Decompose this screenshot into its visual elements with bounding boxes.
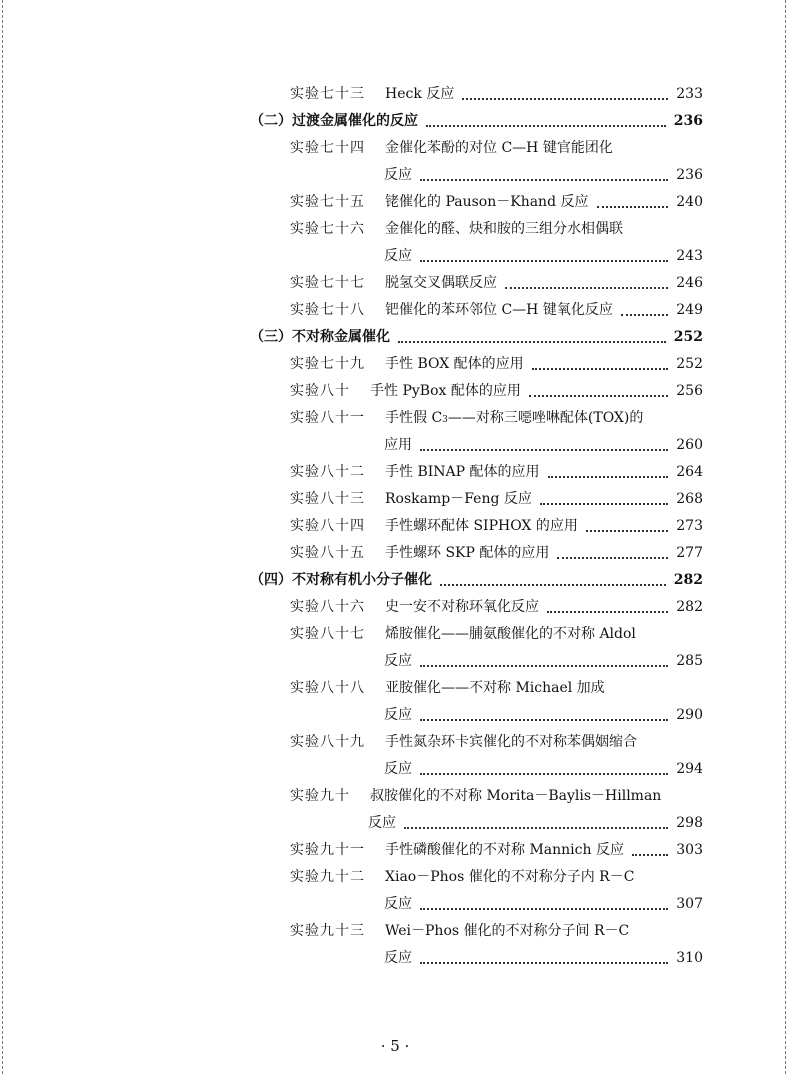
toc-entry[interactable]	[290, 677, 703, 699]
toc-entry[interactable]	[290, 785, 703, 807]
experiment-number: 实验七十五	[290, 194, 365, 210]
entry-title-continued: 反应	[384, 950, 412, 966]
experiment-number: 实验九十二	[290, 869, 365, 885]
section-title: （三）不对称金属催化	[250, 329, 390, 345]
dot-leader	[404, 827, 668, 829]
section-heading[interactable]	[250, 326, 703, 348]
experiment-number: 实验九十	[290, 788, 350, 804]
page-number: 294	[676, 761, 703, 777]
toc-entry-continuation[interactable]	[384, 164, 703, 186]
entry-title: 钯催化的苯环邻位 C—H 键氧化反应	[385, 302, 613, 318]
page-number: 303	[676, 842, 703, 858]
dot-leader	[420, 260, 668, 262]
dot-leader	[420, 665, 668, 667]
toc-entry-continuation[interactable]	[384, 758, 703, 780]
entry-title-continued: 反应	[384, 248, 412, 264]
entry-title-continued: 反应	[384, 707, 412, 723]
dot-leader	[597, 206, 669, 208]
dot-leader	[420, 962, 668, 964]
entry-title: Wei－Phos 催化的不对称分子间 R－C	[385, 923, 630, 939]
toc-entry-continuation[interactable]	[384, 650, 703, 672]
toc-entry[interactable]	[290, 137, 703, 159]
toc-entry[interactable]	[290, 542, 703, 564]
experiment-number: 实验八十二	[290, 464, 365, 480]
entry-title: 亚胺催化——不对称 Michael 加成	[385, 680, 605, 696]
page-number: 240	[676, 194, 703, 210]
section-title: （四）不对称有机小分子催化	[250, 572, 432, 588]
experiment-number: 实验九十三	[290, 923, 365, 939]
experiment-number: 实验八十五	[290, 545, 365, 561]
page-number: 260	[676, 437, 703, 453]
page-number: 243	[676, 248, 703, 264]
experiment-number: 实验八十	[290, 383, 350, 399]
experiment-number: 实验七十三	[290, 86, 365, 102]
toc-entry-continuation[interactable]	[368, 812, 703, 834]
page-number: 256	[676, 383, 703, 399]
experiment-number: 实验八十六	[290, 599, 365, 615]
entry-title: Xiao－Phos 催化的不对称分子内 R－C	[385, 869, 635, 885]
experiment-number: 实验八十三	[290, 491, 365, 507]
entry-title-tail: ——对称三噁唑啉配体(TOX)的	[447, 410, 644, 426]
experiment-number: 实验八十八	[290, 680, 365, 696]
entry-title-continued: 反应	[368, 815, 396, 831]
page-number: 264	[676, 464, 703, 480]
dot-leader	[420, 719, 668, 721]
dot-leader	[420, 449, 668, 451]
page-number: 277	[676, 545, 703, 561]
entry-title: 金催化的醛、炔和胺的三组分水相偶联	[385, 221, 623, 237]
toc-entry[interactable]	[290, 407, 703, 429]
section-heading[interactable]	[250, 110, 703, 132]
entry-title-continued: 反应	[384, 761, 412, 777]
toc-entry-continuation[interactable]	[384, 893, 703, 915]
page-number: 236	[673, 113, 703, 129]
page-number: 252	[676, 356, 703, 372]
entry-title-continued: 反应	[384, 653, 412, 669]
dot-leader	[420, 773, 668, 775]
experiment-number: 实验七十六	[290, 221, 365, 237]
toc-entry[interactable]	[290, 731, 703, 753]
subscript-text: 3	[442, 415, 448, 425]
page-number: 307	[676, 896, 703, 912]
toc-entry[interactable]	[290, 623, 703, 645]
entry-title: 手性螺环 SKP 配体的应用	[385, 545, 550, 561]
toc-entry[interactable]	[290, 83, 703, 105]
entry-title: 手性假 C	[385, 410, 443, 426]
experiment-number: 实验七十九	[290, 356, 365, 372]
dot-leader	[426, 125, 666, 127]
toc-entry[interactable]	[290, 191, 703, 213]
page-number: 249	[676, 302, 703, 318]
dot-leader	[548, 476, 669, 478]
dot-leader	[540, 503, 668, 505]
page-number: 282	[676, 599, 703, 615]
entry-title: 脱氢交叉偶联反应	[385, 275, 497, 291]
page-number: 268	[676, 491, 703, 507]
toc-entry-continuation[interactable]	[384, 245, 703, 267]
entry-title: 手性螺环配体 SIPHOX 的应用	[385, 518, 578, 534]
toc-entry[interactable]	[290, 596, 703, 618]
toc-entry-continuation[interactable]	[384, 704, 703, 726]
page-number: 282	[673, 572, 703, 588]
entry-title: Heck 反应	[385, 86, 455, 102]
experiment-number: 实验七十八	[290, 302, 365, 318]
toc-entry[interactable]	[290, 515, 703, 537]
dot-leader	[440, 584, 666, 586]
entry-title: 手性氮杂环卡宾催化的不对称苯偶姻缩合	[385, 734, 637, 750]
dot-leader	[529, 395, 668, 397]
entry-title-continued: 反应	[384, 896, 412, 912]
entry-title: 叔胺催化的不对称 Morita－Baylis－Hillman	[370, 788, 662, 804]
page-footer-number: · 5 ·	[380, 1037, 410, 1055]
dot-leader	[632, 854, 668, 856]
page-number: 252	[673, 329, 703, 345]
dot-leader	[621, 314, 668, 316]
toc-entry[interactable]	[290, 272, 703, 294]
toc-entry[interactable]	[290, 299, 703, 321]
dot-leader	[398, 341, 666, 343]
dot-leader	[420, 179, 668, 181]
toc-entry[interactable]	[290, 380, 703, 402]
entry-title: 烯胺催化——脯氨酸催化的不对称 Aldol	[385, 626, 636, 642]
entry-title: 手性 BINAP 配体的应用	[385, 464, 540, 480]
dot-leader	[532, 368, 669, 370]
page-number: 236	[676, 167, 703, 183]
section-title: （二）过渡金属催化的反应	[250, 113, 418, 129]
entry-title: 史一安不对称环氧化反应	[385, 599, 539, 615]
toc-entry[interactable]	[290, 488, 703, 510]
dot-leader	[547, 611, 668, 613]
dot-leader	[505, 287, 668, 289]
toc-entry[interactable]	[290, 920, 703, 942]
entry-title: 铑催化的 Pauson－Khand 反应	[385, 194, 589, 210]
toc-entry-continuation[interactable]	[384, 434, 703, 456]
experiment-number: 实验七十七	[290, 275, 365, 291]
toc-entry[interactable]	[290, 839, 703, 861]
entry-title: 手性 BOX 配体的应用	[385, 356, 524, 372]
toc-entry[interactable]	[290, 866, 703, 888]
toc-entry-continuation[interactable]	[384, 947, 703, 969]
page-number: 285	[676, 653, 703, 669]
toc-entry[interactable]	[290, 218, 703, 240]
experiment-number: 实验七十四	[290, 140, 365, 156]
entry-title-continued: 反应	[384, 167, 412, 183]
entry-title: 手性磷酸催化的不对称 Mannich 反应	[385, 842, 624, 858]
experiment-number: 实验八十七	[290, 626, 365, 642]
page-number: 310	[676, 950, 703, 966]
experiment-number: 实验八十九	[290, 734, 365, 750]
dot-leader	[462, 98, 668, 100]
experiment-number: 实验九十一	[290, 842, 365, 858]
entry-title: Roskamp－Feng 反应	[385, 491, 532, 507]
section-heading[interactable]	[250, 569, 703, 591]
page-number: 290	[676, 707, 703, 723]
dot-leader	[586, 530, 668, 532]
dot-leader	[557, 557, 668, 559]
page-number: 246	[676, 275, 703, 291]
dot-leader	[420, 908, 668, 910]
toc-entry[interactable]	[290, 353, 703, 375]
page-number: 298	[676, 815, 703, 831]
page-number: 273	[676, 518, 703, 534]
entry-title-continued: 应用	[384, 437, 412, 453]
entry-title: 手性 PyBox 配体的应用	[370, 383, 521, 399]
toc-entry[interactable]	[290, 461, 703, 483]
page-number: 233	[676, 86, 703, 102]
experiment-number: 实验八十四	[290, 518, 365, 534]
experiment-number: 实验八十一	[290, 410, 365, 426]
entry-title: 金催化苯酚的对位 C—H 键官能团化	[385, 140, 613, 156]
